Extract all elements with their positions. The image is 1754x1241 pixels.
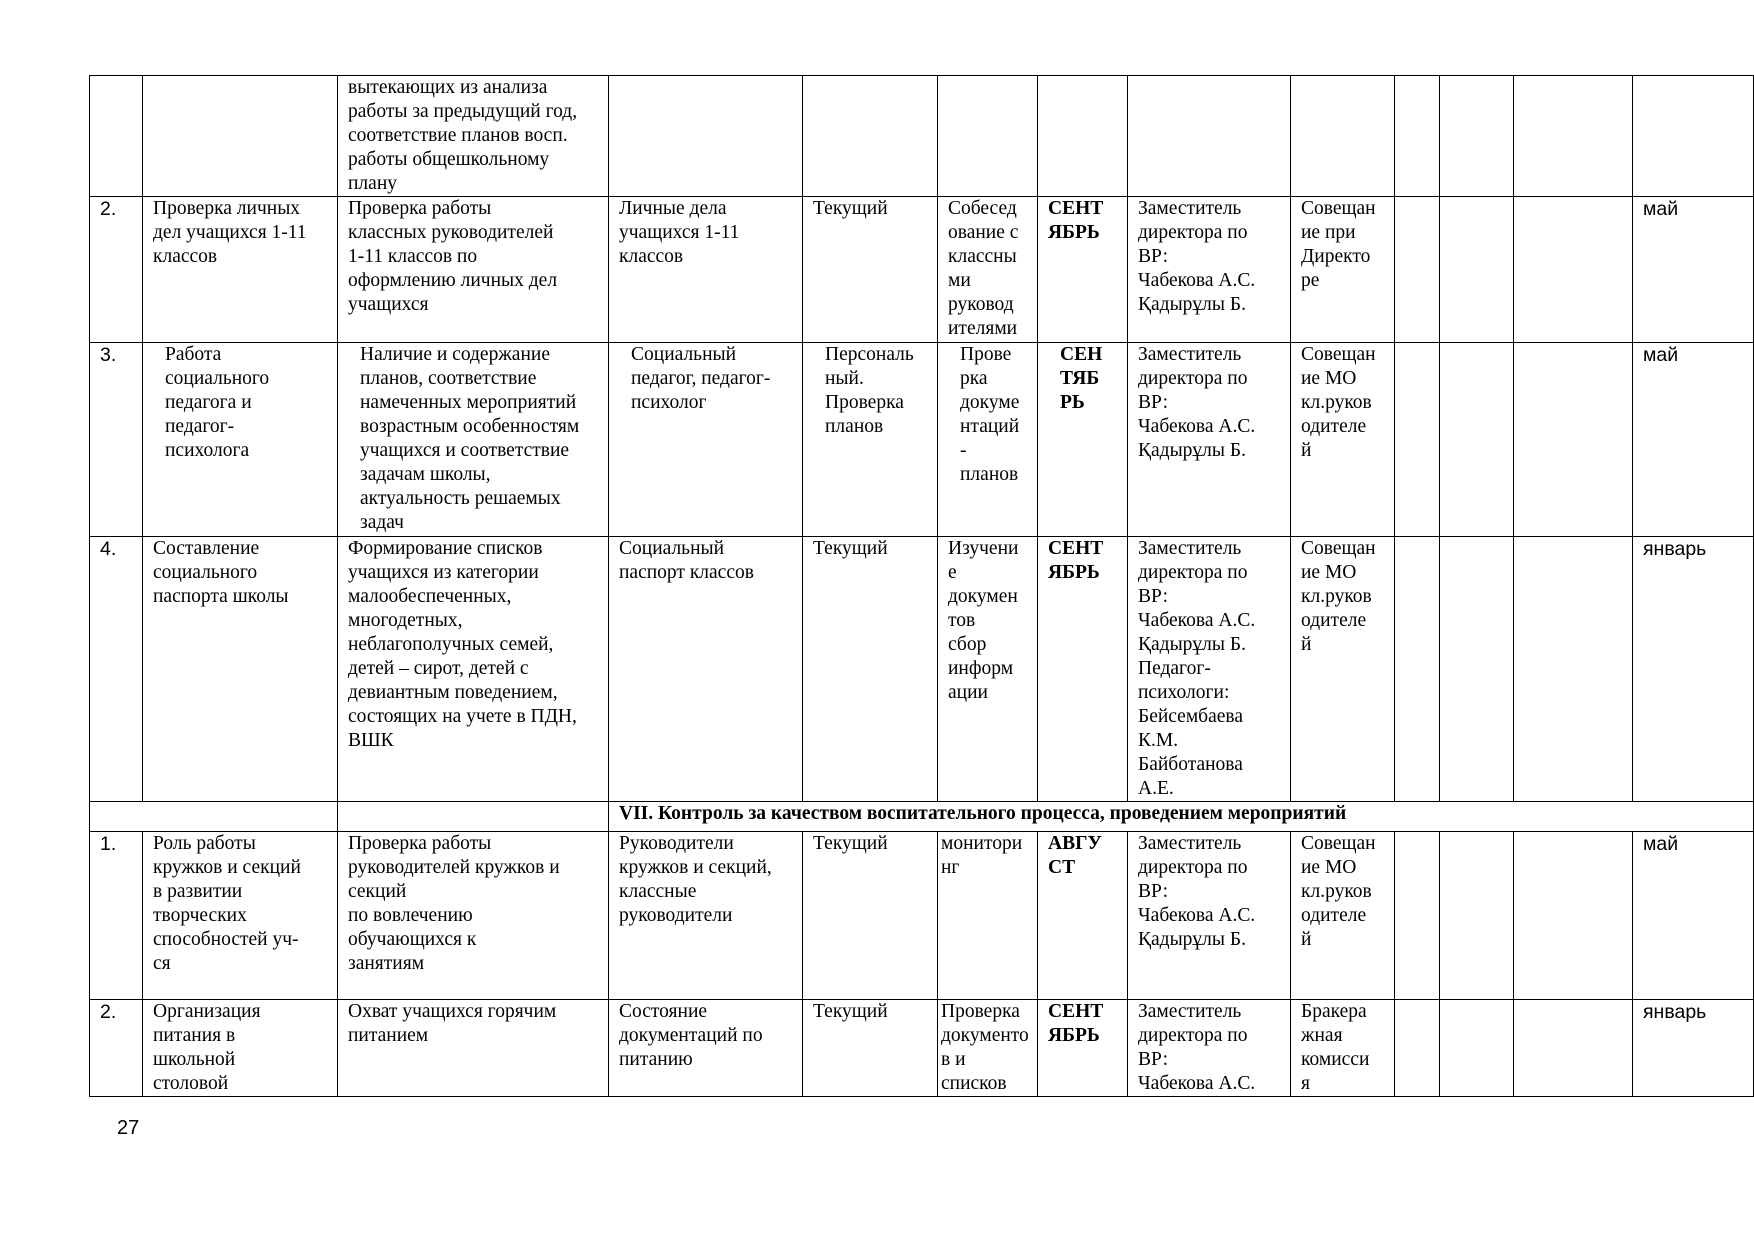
empty-cell — [1514, 1000, 1633, 1097]
documents-cell: Личные дела учащихся 1-11 классов — [609, 197, 803, 343]
table-row — [90, 76, 1754, 197]
result-cell: Совещан ие МО кл.руков одителе й — [1291, 343, 1395, 537]
documents-cell — [609, 76, 803, 197]
empty-cell — [1440, 537, 1514, 802]
period-cell: СЕНТ ЯБРЬ — [1038, 537, 1128, 802]
control-object-cell: Составление социального паспорта школы — [143, 537, 338, 802]
documents-cell: Социальный педагог, педагог- психолог — [609, 343, 803, 537]
period-cell: АВГУ СТ — [1038, 832, 1128, 1000]
method-cell — [938, 76, 1038, 197]
result-cell: Бракера жная комисси я — [1291, 1000, 1395, 1097]
control-content-cell: вытекающих из анализа работы за предыдущий год, соответствие планов восп. работы общешкольному плану — [338, 76, 609, 197]
method-cell: Собесед ование с классны ми руковод ителями — [938, 197, 1038, 343]
period-cell — [1038, 76, 1128, 197]
empty-cell — [1440, 76, 1514, 197]
empty-cell — [1514, 537, 1633, 802]
control-object-cell: Работа социального педагога и педагог- психолога — [143, 343, 338, 537]
empty-cell — [1633, 76, 1754, 197]
empty-cell — [1395, 537, 1440, 802]
row-number-cell — [90, 76, 143, 197]
empty-cell — [1514, 832, 1633, 1000]
responsible-cell: Заместитель директора по ВР: Чабекова А.С. — [1128, 1000, 1291, 1097]
table-row — [90, 832, 1754, 1000]
method-cell: Прове рка докуме нтаций - планов — [938, 343, 1038, 537]
table-row — [90, 197, 1754, 343]
method-cell: монитори нг — [938, 832, 1038, 1000]
empty-cell — [1514, 343, 1633, 537]
empty-cell — [1395, 343, 1440, 537]
empty-cell — [1395, 197, 1440, 343]
method-cell: Изучени е докумен тов сбор информ ации — [938, 537, 1038, 802]
section-header-spacer — [338, 802, 609, 832]
period-cell: СЕН ТЯБ РЬ — [1038, 343, 1128, 537]
row-number-cell: 4. — [90, 537, 143, 802]
control-type-cell — [803, 76, 938, 197]
documents-cell: Состояние документаций по питанию — [609, 1000, 803, 1097]
page-number: 27 — [117, 1117, 140, 1139]
result-cell: Совещан ие МО кл.руков одителе й — [1291, 832, 1395, 1000]
empty-cell — [1395, 76, 1440, 197]
control-content-cell: Проверка работы руководителей кружков и секций по вовлечению обучающихся к занятиям — [338, 832, 609, 1000]
section-header-row — [90, 802, 1754, 832]
result-cell: Совещан ие МО кл.руков одителе й — [1291, 537, 1395, 802]
control-type-cell: Текущий — [803, 1000, 938, 1097]
row-number-cell: 2. — [90, 1000, 143, 1097]
control-object-cell: Роль работы кружков и секций в развитии творческих способностей уч- ся — [143, 832, 338, 1000]
control-type-cell: Персональ ный. Проверка планов — [803, 343, 938, 537]
table-row — [90, 343, 1754, 537]
responsible-cell: Заместитель директора по ВР: Чабекова А.С. Қадырұлы Б. — [1128, 832, 1291, 1000]
table-row — [90, 1000, 1754, 1097]
empty-cell — [1514, 76, 1633, 197]
period-cell: СЕНТ ЯБРЬ — [1038, 197, 1128, 343]
control-content-cell: Наличие и содержание планов, соответствие намеченных мероприятий возрастным особенностям учащихся и соответствие задачам школы, актуальность решаемых задач — [338, 343, 609, 537]
control-type-cell: Текущий — [803, 537, 938, 802]
responsible-cell: Заместитель директора по ВР: Чабекова А.С. Қадырұлы Б. Педагог- психологи: Бейсембаева К.М. Байботанова А.Е. — [1128, 537, 1291, 802]
month-cell: январь — [1633, 537, 1754, 802]
responsible-cell: Заместитель директора по ВР: Чабекова А.С. Қадырұлы Б. — [1128, 197, 1291, 343]
empty-cell — [1440, 1000, 1514, 1097]
responsible-cell: Заместитель директора по ВР: Чабекова А.С. Қадырұлы Б. — [1128, 343, 1291, 537]
row-number-cell: 3. — [90, 343, 143, 537]
empty-cell — [1395, 1000, 1440, 1097]
section-header-spacer — [90, 802, 338, 832]
responsible-cell — [1128, 76, 1291, 197]
result-cell: Совещан ие при Директо ре — [1291, 197, 1395, 343]
month-cell: май — [1633, 832, 1754, 1000]
empty-cell — [1514, 197, 1633, 343]
month-cell: май — [1633, 197, 1754, 343]
empty-cell — [1440, 343, 1514, 537]
section-title: VII. Контроль за качеством воспитательного процесса, проведением мероприятий — [609, 802, 1754, 832]
result-cell — [1291, 76, 1395, 197]
row-number-cell: 2. — [90, 197, 143, 343]
control-plan-table — [89, 75, 1754, 1097]
control-object-cell — [143, 76, 338, 197]
method-cell: Проверка документо в и списков — [938, 1000, 1038, 1097]
documents-cell: Руководители кружков и секций, классные руководители — [609, 832, 803, 1000]
month-cell: январь — [1633, 1000, 1754, 1097]
control-object-cell: Организация питания в школьной столовой — [143, 1000, 338, 1097]
control-type-cell: Текущий — [803, 832, 938, 1000]
control-object-cell: Проверка личных дел учащихся 1-11 классов — [143, 197, 338, 343]
control-type-cell: Текущий — [803, 197, 938, 343]
period-cell: СЕНТ ЯБРЬ — [1038, 1000, 1128, 1097]
empty-cell — [1440, 197, 1514, 343]
empty-cell — [1440, 832, 1514, 1000]
row-number-cell: 1. — [90, 832, 143, 1000]
month-cell: май — [1633, 343, 1754, 537]
table-row — [90, 537, 1754, 802]
control-content-cell: Формирование списков учащихся из категории малообеспеченных, многодетных, неблагополучных семей, детей – сирот, детей с девиантным поведением, состоящих на учете в ПДН, ВШК — [338, 537, 609, 802]
documents-cell: Социальный паспорт классов — [609, 537, 803, 802]
control-content-cell: Охват учащихся горячим питанием — [338, 1000, 609, 1097]
control-content-cell: Проверка работы классных руководителей 1-11 классов по оформлению личных дел учащихся — [338, 197, 609, 343]
empty-cell — [1395, 832, 1440, 1000]
